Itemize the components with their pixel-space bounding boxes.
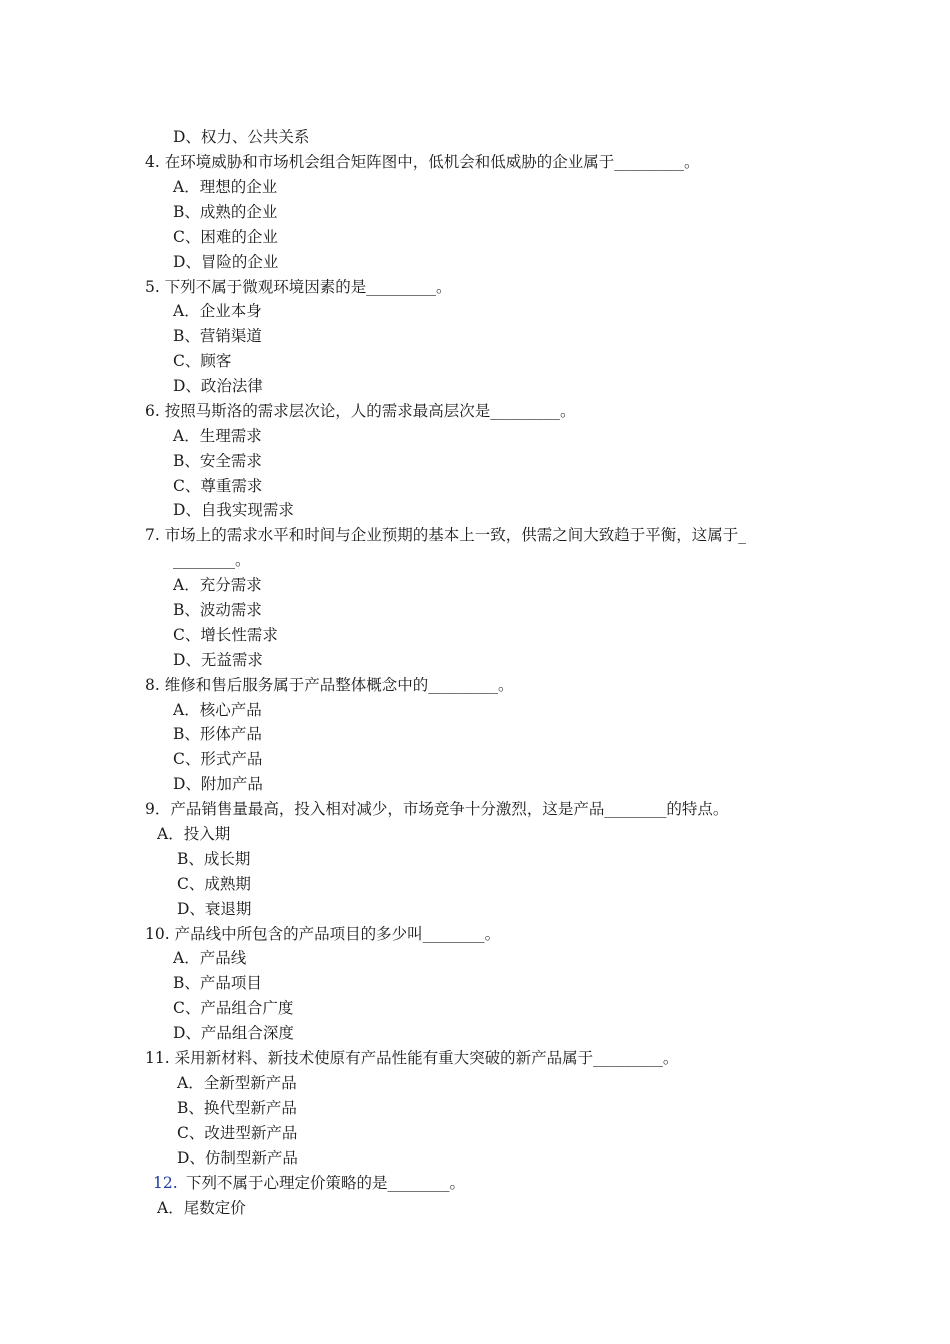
q4-option-c: C、困难的企业 [173,228,278,246]
question-6: 6. 按照马斯洛的需求层次论，人的需求最高层次是_________。 [145,402,576,420]
q4-option-b: B、成熟的企业 [173,203,278,221]
q10-option-a: A．产品线 [173,949,247,967]
q6-option-d: D、自我实现需求 [173,501,294,519]
question-8: 8. 维修和售后服务属于产品整体概念中的_________。 [145,676,514,694]
q8-option-b: B、形体产品 [173,725,262,743]
q4-option-d: D、冒险的企业 [173,253,279,271]
question-10: 10. 产品线中所包含的产品项目的多少叫________。 [145,925,501,943]
q3-option-d: D、权力、公共关系 [173,128,310,146]
q8-option-a: A．核心产品 [173,701,262,719]
question-11: 11. 采用新材料、新技术使原有产品性能有重大突破的新产品属于_________。 [145,1049,679,1067]
q4-option-a: A．理想的企业 [173,178,278,196]
q9-option-c: C、成熟期 [177,875,251,893]
q9-option-b: B、成长期 [177,850,251,868]
q5-option-b: B、营销渠道 [173,327,262,345]
q11-option-c: C、改进型新产品 [177,1124,298,1142]
question-9: 9．产品销售量最高，投入相对减少，市场竞争十分激烈，这是产品________的特点。 [145,800,729,818]
q8-option-d: D、附加产品 [173,775,263,793]
question-7-continued: ________。 [173,551,251,569]
q9-option-d: D、衰退期 [177,900,252,918]
q6-option-c: C、尊重需求 [173,477,263,495]
q10-option-c: C、产品组合广度 [173,999,294,1017]
q7-option-d: D、无益需求 [173,651,263,669]
question-5: 5. 下列不属于微观环境因素的是_________。 [145,278,452,296]
q5-option-c: C、顾客 [173,352,232,370]
q5-option-a: A．企业本身 [173,302,262,320]
q6-option-b: B、安全需求 [173,452,262,470]
q7-option-b: B、波动需求 [173,601,262,619]
question-7: 7. 市场上的需求水平和时间与企业预期的基本上一致，供需之间大致趋于平衡，这属于_ [145,526,746,544]
q8-option-c: C、形式产品 [173,750,263,768]
q11-option-a: A．全新型新产品 [177,1074,297,1092]
q7-option-c: C、增长性需求 [173,626,278,644]
q11-option-b: B、换代型新产品 [177,1099,297,1117]
q6-option-a: A．生理需求 [173,427,262,445]
q10-option-d: D、产品组合深度 [173,1024,294,1042]
q9-option-a: A．投入期 [157,825,231,843]
q12-option-a: A．尾数定价 [157,1199,246,1217]
q5-option-d: D、政治法律 [173,377,263,395]
question-12: 下列不属于心理定价策略的是________。 [186,1174,466,1192]
q10-option-b: B、产品项目 [173,974,262,992]
q7-option-a: A．充分需求 [173,576,262,594]
question-4: 4. 在环境威胁和市场机会组合矩阵图中，低机会和低威胁的企业属于_________。 [145,153,700,171]
q11-option-d: D、仿制型新产品 [177,1149,298,1167]
question-12-number: 12. [153,1174,178,1192]
